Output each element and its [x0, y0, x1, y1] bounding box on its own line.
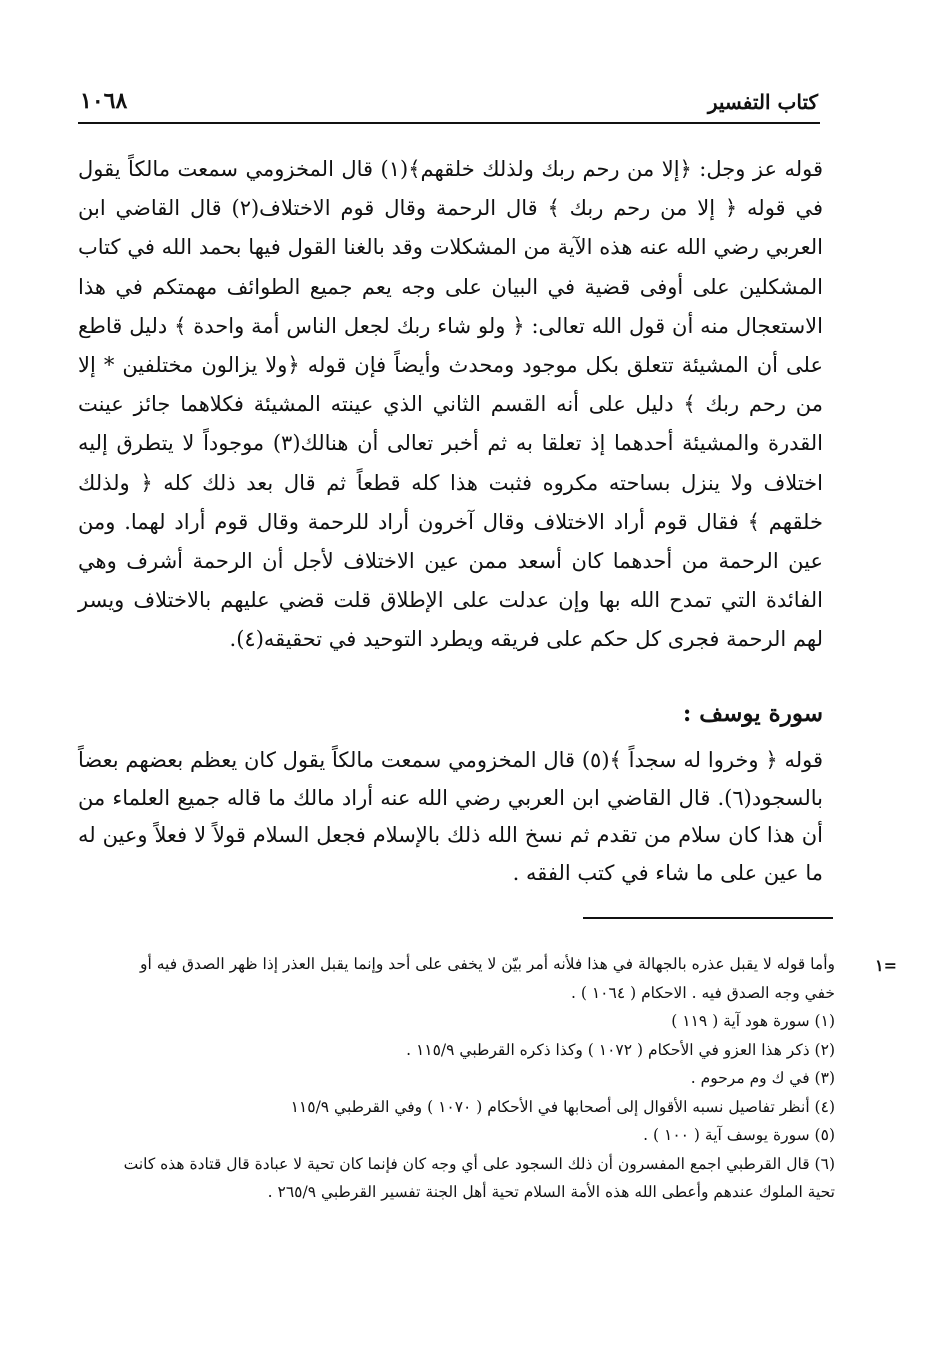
running-header [78, 88, 820, 124]
footnote-carryover-line-1: وأما قوله لا يقبل عذره بالجهالة في هذا فلأنه أمر بيّن لا يخفى على أحد وإنما يقبل العذر إذا ظهر الصدق فيه أو [139, 955, 835, 973]
section-paragraph [78, 742, 823, 892]
footnotes [78, 950, 897, 1207]
footnote-5: (٥) سورة يوسف آية ( ١٠٠ ) . [643, 1126, 835, 1144]
section-paragraph-text: قوله ﴿ وخروا له سجداً ﴾(٥) قال المخزومي سمعت مالكاً يقول كان يعظم بعضهم بعضاً بالسجود(٦). قال القاضي ابن العربي رضي الله عنه أراد مالك ما قاله جميع العلماء من أن هذا كان سلام من تقدم ثم نسخ الله ذلك بالإسلام فجعل السلام قولاً لا فعلاً وعين له ما عين على ما شاء في كتب الفقه . [78, 748, 824, 885]
page-number: ١٠٦٨ [80, 88, 128, 114]
footnote-4: (٤) أنظر تفاصيل نسبه الأقوال إلى أصحابها في الأحكام ( ١٠٧٠ ) وفي القرطبي ١١٥/٩ [290, 1097, 835, 1116]
footnote-6-continuation: تحية الملوك عندهم وأعطى الله هذه الأمة السلام تحية أهل الجنة تفسير القرطبي ٢٦٥/٩ . [267, 1183, 835, 1201]
footnote-1: (١) سورة هود آية ( ١١٩ ) [671, 1012, 835, 1030]
book-title: كتاب التفسير [707, 90, 818, 114]
footnote-6: (٦) قال القرطبي اجمع المفسرون أن ذلك السجود على أي وجه كان فإنما كان تحية لا عبادة قال قتادة هذه كانت [123, 1154, 835, 1173]
footnote-divider [583, 917, 833, 919]
footnote-carryover-line-2: خفي وجه الصدق فيه . الاحكام ( ١٠٦٤ ) . [571, 983, 835, 1002]
section-heading: سورة يوسف : [682, 700, 823, 727]
main-paragraph-text: قوله عز وجل: ﴿إلا من رحم ربك ولذلك خلقهم﴾(١) قال المخزومي سمعت مالكاً يقول في قوله ﴿ إلا من رحم ربك ﴾ قال الرحمة وقال قوم الاختلاف(٢) قال القاضي ابن العربي رضي الله عنه هذه الآية من المشكلات وقد بالغنا القول فيها بحمد الله في كتاب المشكلين على أوفى قضية في البيان على وجه يعم جميع الطوائف مهمتكم في هذا الاستعجال منه أن قول الله تعالى: ﴿ ولو شاء ربك لجعل الناس أمة واحدة ﴾ دليل قاطع على أن المشيئة تتعلق بكل موجود ومحدث وأيضاً فإن قوله ﴿ولا يزالون مختلفين * إلا من رحم ربك ﴾ دليل على أنه القسم الثاني الذي عينته المشيئة فكلاهما جائز عينت القدرة والمشيئة أحدهما إذ تعلقا به ثم أخبر تعالى أن هنالك(٣) موجوداً لا يتطرق إليه اختلاف ولا ينزل بساحته مكروه فثبت هذا كله قطعاً ثم قال بعد ذلك كله ﴿ ولذلك خلقهم ﴾ فقال قوم أراد الاختلاف وقال آخرون أراد للرحمة وقال قوم أراد لهما. ومن عين الرحمة من أحدهما كان أسعد ممن عين الاختلاف لأجل أن الرحمة أشرف وهي الفائدة التي تمدح الله بها وإن عدلت على الإطلاق قلت قضي عليهم بالاختلاف ويسر لهم الرحمة فجرى كل حكم على فريقه ويطرد التوحيد في تحقيقه(٤). [78, 157, 824, 652]
main-paragraph [78, 150, 823, 660]
footnote-2: (٢) ذكر هذا العزو في الأحكام ( ١٠٧٢ ) وكذا ذكره القرطبي ١١٥/٩ . [406, 1040, 835, 1059]
footnote-3: (٣) في ك وم مرحوم . [690, 1069, 835, 1087]
footnote-continuation-marker: ١= [875, 956, 897, 975]
